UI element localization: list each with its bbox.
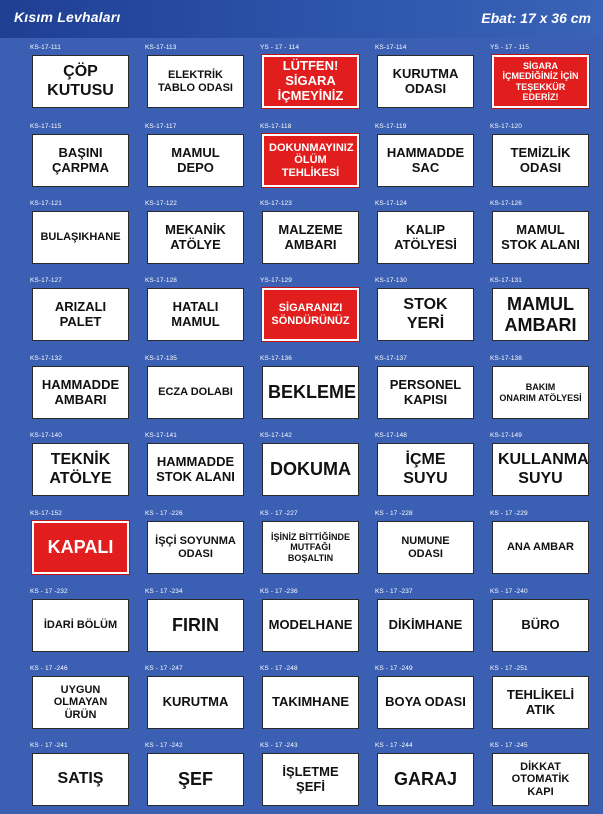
sign-text: İÇME SUYU bbox=[403, 451, 448, 487]
warning-sign bbox=[492, 55, 589, 108]
room-sign bbox=[262, 366, 359, 419]
sign-code: KS - 17 -227 bbox=[260, 510, 298, 517]
sign-item bbox=[258, 273, 363, 349]
sign-item bbox=[488, 738, 593, 814]
sign-text: GARAJ bbox=[393, 769, 457, 790]
room-sign bbox=[377, 753, 474, 806]
sign-code: KS - 17 -228 bbox=[375, 510, 413, 517]
sign-code: KS-17-115 bbox=[30, 123, 62, 130]
room-sign bbox=[32, 676, 129, 729]
room-sign bbox=[32, 211, 129, 264]
sign-item bbox=[488, 428, 593, 504]
sign-code: KS - 17 -240 bbox=[490, 588, 528, 595]
sign-item bbox=[28, 506, 133, 582]
sign-code: KS-17-136 bbox=[260, 355, 292, 362]
sign-code: KS - 17 -246 bbox=[30, 665, 68, 672]
sign-item bbox=[488, 584, 593, 660]
sign-text: KULLANMA SUYU bbox=[498, 451, 589, 487]
sign-text: DOKUMA bbox=[270, 459, 351, 480]
sign-code: KS-17-111 bbox=[30, 44, 62, 51]
sign-code: KS-17-113 bbox=[145, 44, 177, 51]
room-sign bbox=[32, 366, 129, 419]
sign-code: KS-17-140 bbox=[30, 432, 62, 439]
sign-code: KS - 17 -237 bbox=[375, 588, 413, 595]
sign-item bbox=[143, 738, 248, 814]
sign-item bbox=[28, 428, 133, 504]
sign-text: FIRIN bbox=[172, 615, 219, 636]
sign-code: KS-17-137 bbox=[375, 355, 407, 362]
sign-code: KS - 17 -247 bbox=[145, 665, 183, 672]
sign-text: İŞÇİ SOYUNMA ODASI bbox=[155, 534, 236, 560]
sign-item bbox=[258, 351, 363, 427]
sign-code: KS - 17 -229 bbox=[490, 510, 528, 517]
sign-code: KS - 17 -248 bbox=[260, 665, 298, 672]
warning-sign bbox=[32, 521, 129, 574]
sign-text: BOYA ODASI bbox=[385, 694, 466, 710]
room-sign bbox=[32, 134, 129, 187]
sign-text: BAKIM ONARIM ATÖLYESİ bbox=[499, 382, 582, 403]
room-sign bbox=[262, 599, 359, 652]
sign-item bbox=[373, 506, 478, 582]
sign-item bbox=[488, 351, 593, 427]
sign-item bbox=[143, 40, 248, 116]
room-sign bbox=[492, 753, 589, 806]
sign-code: KS-17-131 bbox=[490, 277, 522, 284]
room-sign bbox=[377, 288, 474, 341]
sign-grid bbox=[28, 40, 594, 800]
sign-text: ŞEF bbox=[177, 769, 213, 790]
room-sign bbox=[377, 676, 474, 729]
sign-code: KS-17-128 bbox=[145, 277, 177, 284]
sign-item bbox=[373, 428, 478, 504]
sign-text: MAMUL STOK ALANI bbox=[501, 221, 580, 252]
room-sign bbox=[492, 599, 589, 652]
warning-sign bbox=[262, 134, 359, 187]
sign-code: KS-17-152 bbox=[30, 510, 62, 517]
sign-code: KS-17-142 bbox=[260, 432, 292, 439]
room-sign bbox=[262, 753, 359, 806]
sign-item bbox=[373, 661, 478, 737]
sign-code: KS-17-149 bbox=[490, 432, 522, 439]
room-sign bbox=[492, 288, 589, 341]
page-title: Kısım Levhaları bbox=[14, 9, 121, 25]
sign-text: DİKİMHANE bbox=[388, 617, 463, 633]
sign-text: BEKLEME bbox=[268, 382, 357, 403]
room-sign bbox=[377, 599, 474, 652]
sign-code: YS-17-129 bbox=[260, 277, 292, 284]
sign-text: BAŞINI ÇARPMA bbox=[51, 144, 110, 175]
sign-text: ELEKTRİK TABLO ODASI bbox=[158, 68, 233, 94]
sign-item bbox=[258, 428, 363, 504]
sign-text: UYGUN OLMAYAN ÜRÜN bbox=[53, 683, 108, 721]
sign-item bbox=[373, 273, 478, 349]
sign-code: KS-17-120 bbox=[490, 123, 522, 130]
sign-code: KS - 17 -242 bbox=[145, 742, 183, 749]
sign-item bbox=[28, 196, 133, 272]
room-sign bbox=[147, 288, 244, 341]
sign-code: KS-17-118 bbox=[260, 123, 292, 130]
sign-text: MALZEME AMBARI bbox=[278, 221, 343, 252]
sign-code: KS-17-148 bbox=[375, 432, 407, 439]
sign-code: KS - 17 -244 bbox=[375, 742, 413, 749]
sign-item bbox=[373, 738, 478, 814]
sign-text: İDARİ BÖLÜM bbox=[43, 619, 118, 632]
sign-text: ARIZALI PALET bbox=[54, 298, 107, 329]
sign-text: SİGARANIZI SÖNDÜRÜNÜZ bbox=[271, 301, 350, 327]
sign-text: KURUTMA ODASI bbox=[392, 65, 459, 96]
sign-item bbox=[28, 584, 133, 660]
room-sign bbox=[377, 55, 474, 108]
room-sign bbox=[377, 521, 474, 574]
room-sign bbox=[147, 753, 244, 806]
sign-text: HATALI MAMUL bbox=[171, 298, 220, 329]
sign-text: DOKUNMAYINIZ ÖLÜM TEHLİKESİ bbox=[269, 141, 354, 179]
sign-text: HAMMADDE AMBARI bbox=[41, 376, 120, 407]
sign-item bbox=[143, 506, 248, 582]
sign-text: TAKIMHANE bbox=[271, 694, 350, 710]
sign-text: BÜRO bbox=[521, 617, 560, 633]
room-sign bbox=[492, 443, 589, 496]
sign-code: KS - 17 -251 bbox=[490, 665, 528, 672]
sign-item bbox=[488, 506, 593, 582]
sign-item bbox=[143, 119, 248, 195]
sign-code: KS-17-138 bbox=[490, 355, 522, 362]
sign-item bbox=[143, 661, 248, 737]
sign-code: YS - 17 - 114 bbox=[260, 44, 300, 51]
sign-text: TEMİZLİK ODASI bbox=[510, 144, 571, 175]
sign-code: KS-17-127 bbox=[30, 277, 62, 284]
warning-sign bbox=[262, 55, 359, 108]
room-sign bbox=[492, 676, 589, 729]
sign-item bbox=[28, 273, 133, 349]
room-sign bbox=[32, 599, 129, 652]
sign-item bbox=[28, 351, 133, 427]
room-sign bbox=[147, 55, 244, 108]
sign-item bbox=[258, 196, 363, 272]
sign-item bbox=[143, 196, 248, 272]
sign-text: HAMMADDE STOK ALANI bbox=[156, 453, 235, 484]
sign-code: KS - 17 -234 bbox=[145, 588, 183, 595]
sign-item bbox=[488, 196, 593, 272]
sign-text: İŞİNİZ BİTTİĞİNDE MUTFAĞI BOŞALTIN bbox=[270, 531, 350, 563]
sign-item bbox=[258, 738, 363, 814]
sign-text: MAMUL DEPO bbox=[171, 144, 220, 175]
sign-text: NUMUNE ODASI bbox=[401, 534, 450, 560]
room-sign bbox=[32, 288, 129, 341]
sign-code: KS - 17 -245 bbox=[490, 742, 528, 749]
room-sign bbox=[147, 211, 244, 264]
sign-item bbox=[28, 738, 133, 814]
room-sign bbox=[492, 134, 589, 187]
sign-text: MODELHANE bbox=[268, 617, 353, 633]
sign-code: KS-17-122 bbox=[145, 200, 177, 207]
sign-item bbox=[258, 40, 363, 116]
sign-code: YS - 17 - 115 bbox=[490, 44, 530, 51]
room-sign bbox=[262, 676, 359, 729]
sign-text: PERSONEL KAPISI bbox=[389, 376, 462, 407]
room-sign bbox=[492, 366, 589, 419]
page-header bbox=[0, 0, 603, 38]
sign-code: KS-17-124 bbox=[375, 200, 407, 207]
sign-item bbox=[143, 584, 248, 660]
sign-code: KS-17-114 bbox=[375, 44, 407, 51]
room-sign bbox=[147, 134, 244, 187]
sign-code: KS-17-141 bbox=[145, 432, 177, 439]
sign-item bbox=[488, 119, 593, 195]
sign-text: MAMUL AMBARI bbox=[504, 293, 577, 335]
room-sign bbox=[377, 366, 474, 419]
room-sign bbox=[377, 443, 474, 496]
sign-text: DİKKAT OTOMATİK KAPI bbox=[511, 760, 570, 798]
sign-code: KS - 17 -241 bbox=[30, 742, 68, 749]
sign-text: TEHLİKELİ ATIK bbox=[506, 686, 575, 717]
room-sign bbox=[147, 599, 244, 652]
sign-item bbox=[488, 40, 593, 116]
sign-item bbox=[373, 196, 478, 272]
room-sign bbox=[492, 521, 589, 574]
sign-code: KS - 17 -243 bbox=[260, 742, 298, 749]
sign-code: KS - 17 -232 bbox=[30, 588, 68, 595]
sign-item bbox=[28, 661, 133, 737]
sign-code: KS-17-135 bbox=[145, 355, 177, 362]
room-sign bbox=[147, 366, 244, 419]
room-sign bbox=[32, 443, 129, 496]
room-sign bbox=[262, 211, 359, 264]
sign-item bbox=[258, 584, 363, 660]
sign-text: LÜTFEN! SİGARA İÇMEYİNİZ bbox=[277, 58, 344, 103]
sign-text: TEKNİK ATÖLYE bbox=[49, 451, 112, 487]
sign-code: KS-17-117 bbox=[145, 123, 177, 130]
room-sign bbox=[262, 521, 359, 574]
sign-text: ANA AMBAR bbox=[506, 541, 574, 554]
sign-text: KAPALI bbox=[47, 537, 114, 558]
sign-code: KS - 17 -226 bbox=[145, 510, 183, 517]
sign-text: ECZA DOLABI bbox=[158, 386, 233, 399]
sign-item bbox=[28, 40, 133, 116]
size-label: Ebat: 17 x 36 cm bbox=[481, 10, 591, 26]
sign-item bbox=[28, 119, 133, 195]
sign-code: KS-17-130 bbox=[375, 277, 407, 284]
sign-code: KS - 17 -236 bbox=[260, 588, 298, 595]
room-sign bbox=[377, 211, 474, 264]
sign-text: KURUTMA bbox=[162, 694, 229, 710]
room-sign bbox=[147, 521, 244, 574]
room-sign bbox=[147, 676, 244, 729]
sign-code: KS-17-132 bbox=[30, 355, 62, 362]
sign-text: STOK YERİ bbox=[403, 296, 448, 332]
sign-code: KS-17-119 bbox=[375, 123, 407, 130]
room-sign bbox=[147, 443, 244, 496]
sign-item bbox=[373, 40, 478, 116]
sign-text: MEKANİK ATÖLYE bbox=[165, 221, 226, 252]
sign-code: KS-17-121 bbox=[30, 200, 62, 207]
sign-text: SİGARA İÇMEDİĞİNİZ İÇİN TEŞEKKÜR EDERİZ! bbox=[502, 60, 579, 102]
sign-item bbox=[143, 273, 248, 349]
sign-text: HAMMADDE SAC bbox=[386, 144, 465, 175]
sign-code: KS - 17 -249 bbox=[375, 665, 413, 672]
sign-item bbox=[373, 351, 478, 427]
sign-text: SATIŞ bbox=[57, 770, 104, 788]
sign-item bbox=[373, 584, 478, 660]
warning-sign bbox=[262, 288, 359, 341]
room-sign bbox=[32, 753, 129, 806]
sign-item bbox=[143, 351, 248, 427]
sign-code: KS-17-126 bbox=[490, 200, 522, 207]
sign-text: İŞLETME ŞEFİ bbox=[282, 763, 339, 794]
sign-text: KALIP ATÖLYESİ bbox=[394, 221, 457, 252]
sign-item bbox=[488, 661, 593, 737]
sign-item bbox=[488, 273, 593, 349]
sign-text: ÇÖP KUTUSU bbox=[47, 63, 114, 99]
room-sign bbox=[492, 211, 589, 264]
sign-code: KS-17-123 bbox=[260, 200, 292, 207]
sign-item bbox=[143, 428, 248, 504]
sign-item bbox=[258, 661, 363, 737]
sign-item bbox=[258, 119, 363, 195]
room-sign bbox=[377, 134, 474, 187]
sign-text: BULAŞIKHANE bbox=[40, 231, 121, 244]
room-sign bbox=[262, 443, 359, 496]
room-sign bbox=[32, 55, 129, 108]
sign-item bbox=[258, 506, 363, 582]
sign-item bbox=[373, 119, 478, 195]
